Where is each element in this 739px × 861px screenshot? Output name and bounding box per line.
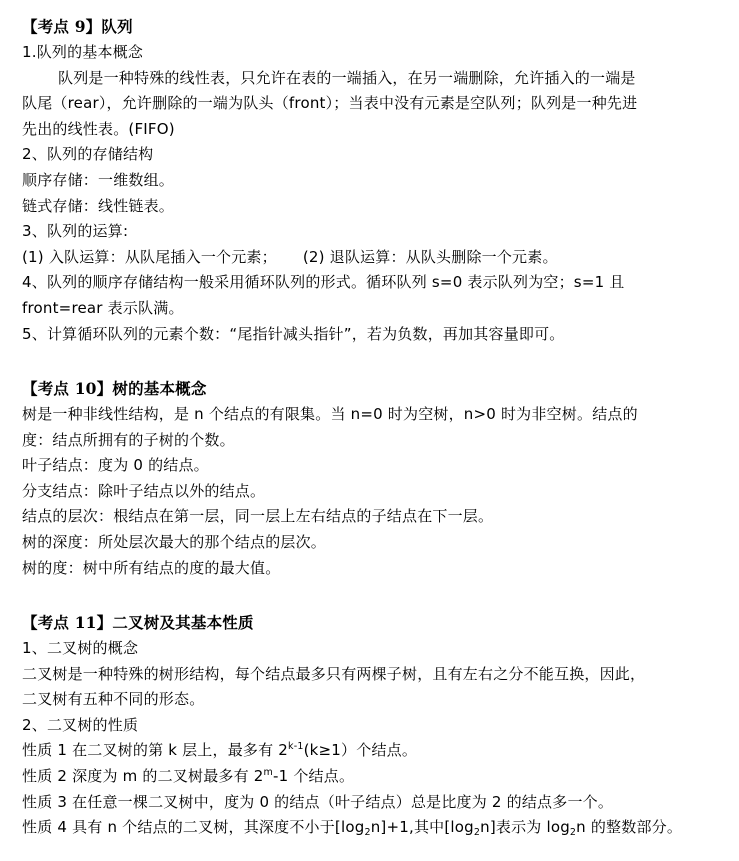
- paragraph-line: 顺序存储：一维数组。: [22, 170, 175, 189]
- section-title: 【考点 11】二叉树及其基本性质: [22, 613, 254, 632]
- paragraph-line: 5、计算循环队列的元素个数：“尾指针减头指针”，若为负数，再加其容量即可。: [22, 324, 565, 343]
- property-2: 性质 2 深度为 m 的二叉树最多有 2$^m$-1 个结点。: [22, 766, 355, 785]
- subsection-heading: 3、队列的运算:: [22, 222, 129, 241]
- section-binary-tree: [22, 610, 718, 841]
- property-4: 性质 4 具有 n 个结点的二叉树，其深度不小于$[\log_2n]+1$,其中$[\log_2n]$表示为 $\log_2n$ 的整数部分。: [22, 818, 683, 839]
- paragraph-line: 度：结点所拥有的子树的个数。: [22, 430, 235, 449]
- section-tree-basics: [22, 376, 718, 581]
- paragraph-line: 链式存储：线性链表。: [22, 196, 175, 215]
- paragraph-line: 二叉树有五种不同的形态。: [22, 690, 205, 709]
- paragraph-line: 树的度：树中所有结点的度的最大值。: [22, 558, 281, 577]
- property-1: 性质 1 在二叉树的第 k 层上，最多有 $2^{k-1}(k\ge 1)$个结点。: [22, 741, 418, 760]
- paragraph-line: 结点的层次：根结点在第一层，同一层上左右结点的子结点在下一层。: [22, 507, 494, 526]
- paragraph-line: 队尾（rear），允许删除的一端为队头（front）；当表中没有元素是空队列；队列是一种先进: [22, 94, 638, 113]
- paragraph-line: 先出的线性表。(FIFO): [22, 119, 175, 138]
- subsection-heading: 2、队列的存储结构: [22, 145, 154, 164]
- subsection-heading: 1、二叉树的概念: [22, 639, 139, 657]
- paragraph-line: 树的深度：所处层次最大的那个结点的层次。: [22, 532, 327, 551]
- paragraph-line: 分支结点：除叶子结点以外的结点。: [22, 481, 266, 500]
- queue-operation-dequeue: (2) 退队运算：从队头删除一个元素。: [302, 247, 558, 266]
- section-title: 【考点 9】队列: [22, 17, 133, 36]
- superscript: m: [263, 766, 274, 778]
- subscript: 2: [364, 827, 371, 839]
- section-queue: [22, 14, 718, 347]
- subsection-heading: 2、二叉树的性质: [22, 715, 139, 734]
- section-title: 【考点 10】树的基本概念: [22, 379, 207, 398]
- subscript: 2: [473, 827, 481, 839]
- paragraph-line: 4、队列的顺序存储结构一般采用循环队列的形式。循环队列 s=0 表示队列为空；s=1 且: [22, 273, 625, 292]
- subsection-heading: 1.队列的基本概念: [22, 43, 144, 61]
- property-3: 性质 3 在任意一棵二叉树中，度为 0 的结点（叶子结点）总是比度为 2 的结点多一个。: [22, 792, 614, 811]
- paragraph-line: 树是一种非线性结构，是 n 个结点的有限集。当 n=0 时为空树，n>0 时为非空树。结点的: [22, 405, 638, 423]
- paragraph-line: [22, 245, 718, 271]
- paragraph-line: front=rear 表示队满。: [22, 298, 184, 317]
- paragraph-line: 队列是一种特殊的线性表，只允许在表的一端插入，在另一端删除，允许插入的一端是: [58, 68, 636, 87]
- superscript: k-1: [288, 741, 304, 753]
- queue-operation-enqueue: (1) 入队运算：从队尾插入一个元素；: [22, 247, 277, 266]
- paragraph-line: 叶子结点：度为 0 的结点。: [22, 456, 209, 475]
- paragraph-line: 二叉树是一种特殊的树形结构，每个结点最多只有两棵子树，且有左右之分不能互换，因此，: [22, 664, 646, 683]
- subscript: 2: [569, 827, 577, 839]
